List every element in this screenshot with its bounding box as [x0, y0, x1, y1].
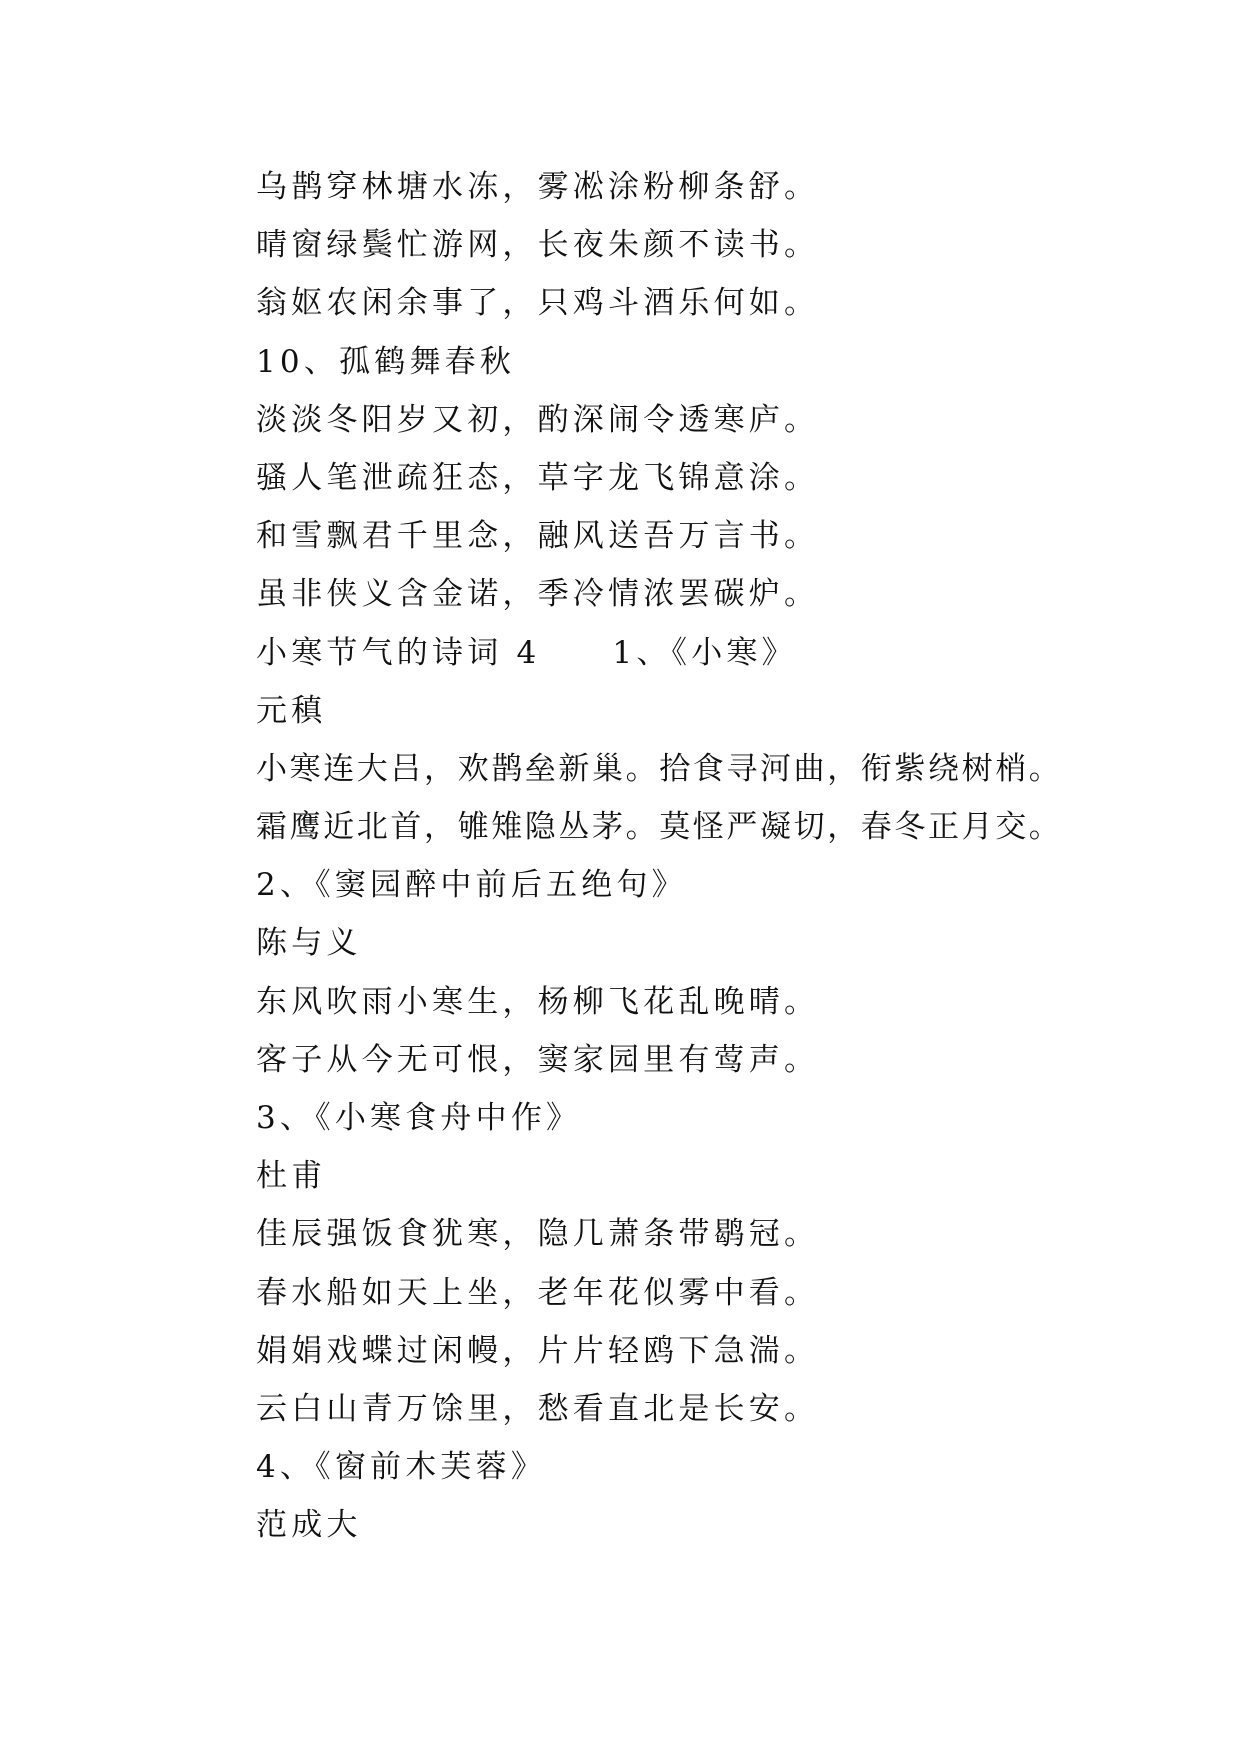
poem-line: 虽非侠义含金诺，季冷情浓罢碳炉。 [256, 576, 820, 613]
poem-line: 云白山青万馀里，愁看直北是长安。 [256, 1390, 820, 1427]
section-heading-line [256, 624, 1216, 682]
poem-line: 乌鹊穿林塘水冻，雾凇涂粉柳条舒。 [256, 169, 820, 205]
poem-author: 范成大 [256, 1507, 362, 1544]
section-heading: 小寒节气的诗词 4 [256, 634, 541, 671]
poem-line: 东风吹雨小寒生，杨柳飞花乱晚晴。 [256, 983, 820, 1020]
document-body [256, 158, 1216, 1555]
poem-line: 小寒连大吕，欢鹊垒新巢。拾食寻河曲，衔紫绕树梢。 [256, 750, 1063, 787]
poem-line: 客子从今无可恨，窦家园里有莺声。 [256, 1041, 820, 1078]
poem-line: 娟娟戏蝶过闲幔，片片轻鸥下急湍。 [256, 1332, 820, 1369]
poem-line: 淡淡冬阳岁又初，酌深闹令透寒庐。 [256, 401, 820, 438]
poem-line: 春水船如天上坐，老年花似雾中看。 [256, 1274, 820, 1311]
poem-line: 骚人笔泄疏狂态，草字龙飞锦意涂。 [256, 459, 820, 496]
poem-author: 杜甫 [256, 1158, 327, 1195]
poem-title: 10、孤鹤舞春秋 [256, 343, 516, 380]
poem-author: 元稹 [256, 692, 327, 729]
poem-line: 霜鹰近北首，雊雉隐丛茅。莫怪严凝切，春冬正月交。 [256, 809, 1063, 846]
poem-title: 1、《小寒》 [612, 634, 797, 671]
poem-line: 佳辰强饭食犹寒，隐几萧条带鹖冠。 [256, 1216, 820, 1253]
poem-line: 和雪飘君千里念，融风送吾万言书。 [256, 518, 820, 555]
poem-title: 4、《窗前木芙蓉》 [256, 1449, 547, 1486]
poem-title: 2、《窦园醉中前后五绝句》 [256, 867, 687, 904]
poem-line: 翁妪农闲余事了，只鸡斗酒乐何如。 [256, 285, 820, 322]
poem-title: 3、《小寒食舟中作》 [256, 1100, 582, 1136]
poem-line: 晴窗绿鬓忙游网，长夜朱颜不读书。 [256, 227, 820, 264]
poem-author: 陈与义 [256, 925, 362, 962]
